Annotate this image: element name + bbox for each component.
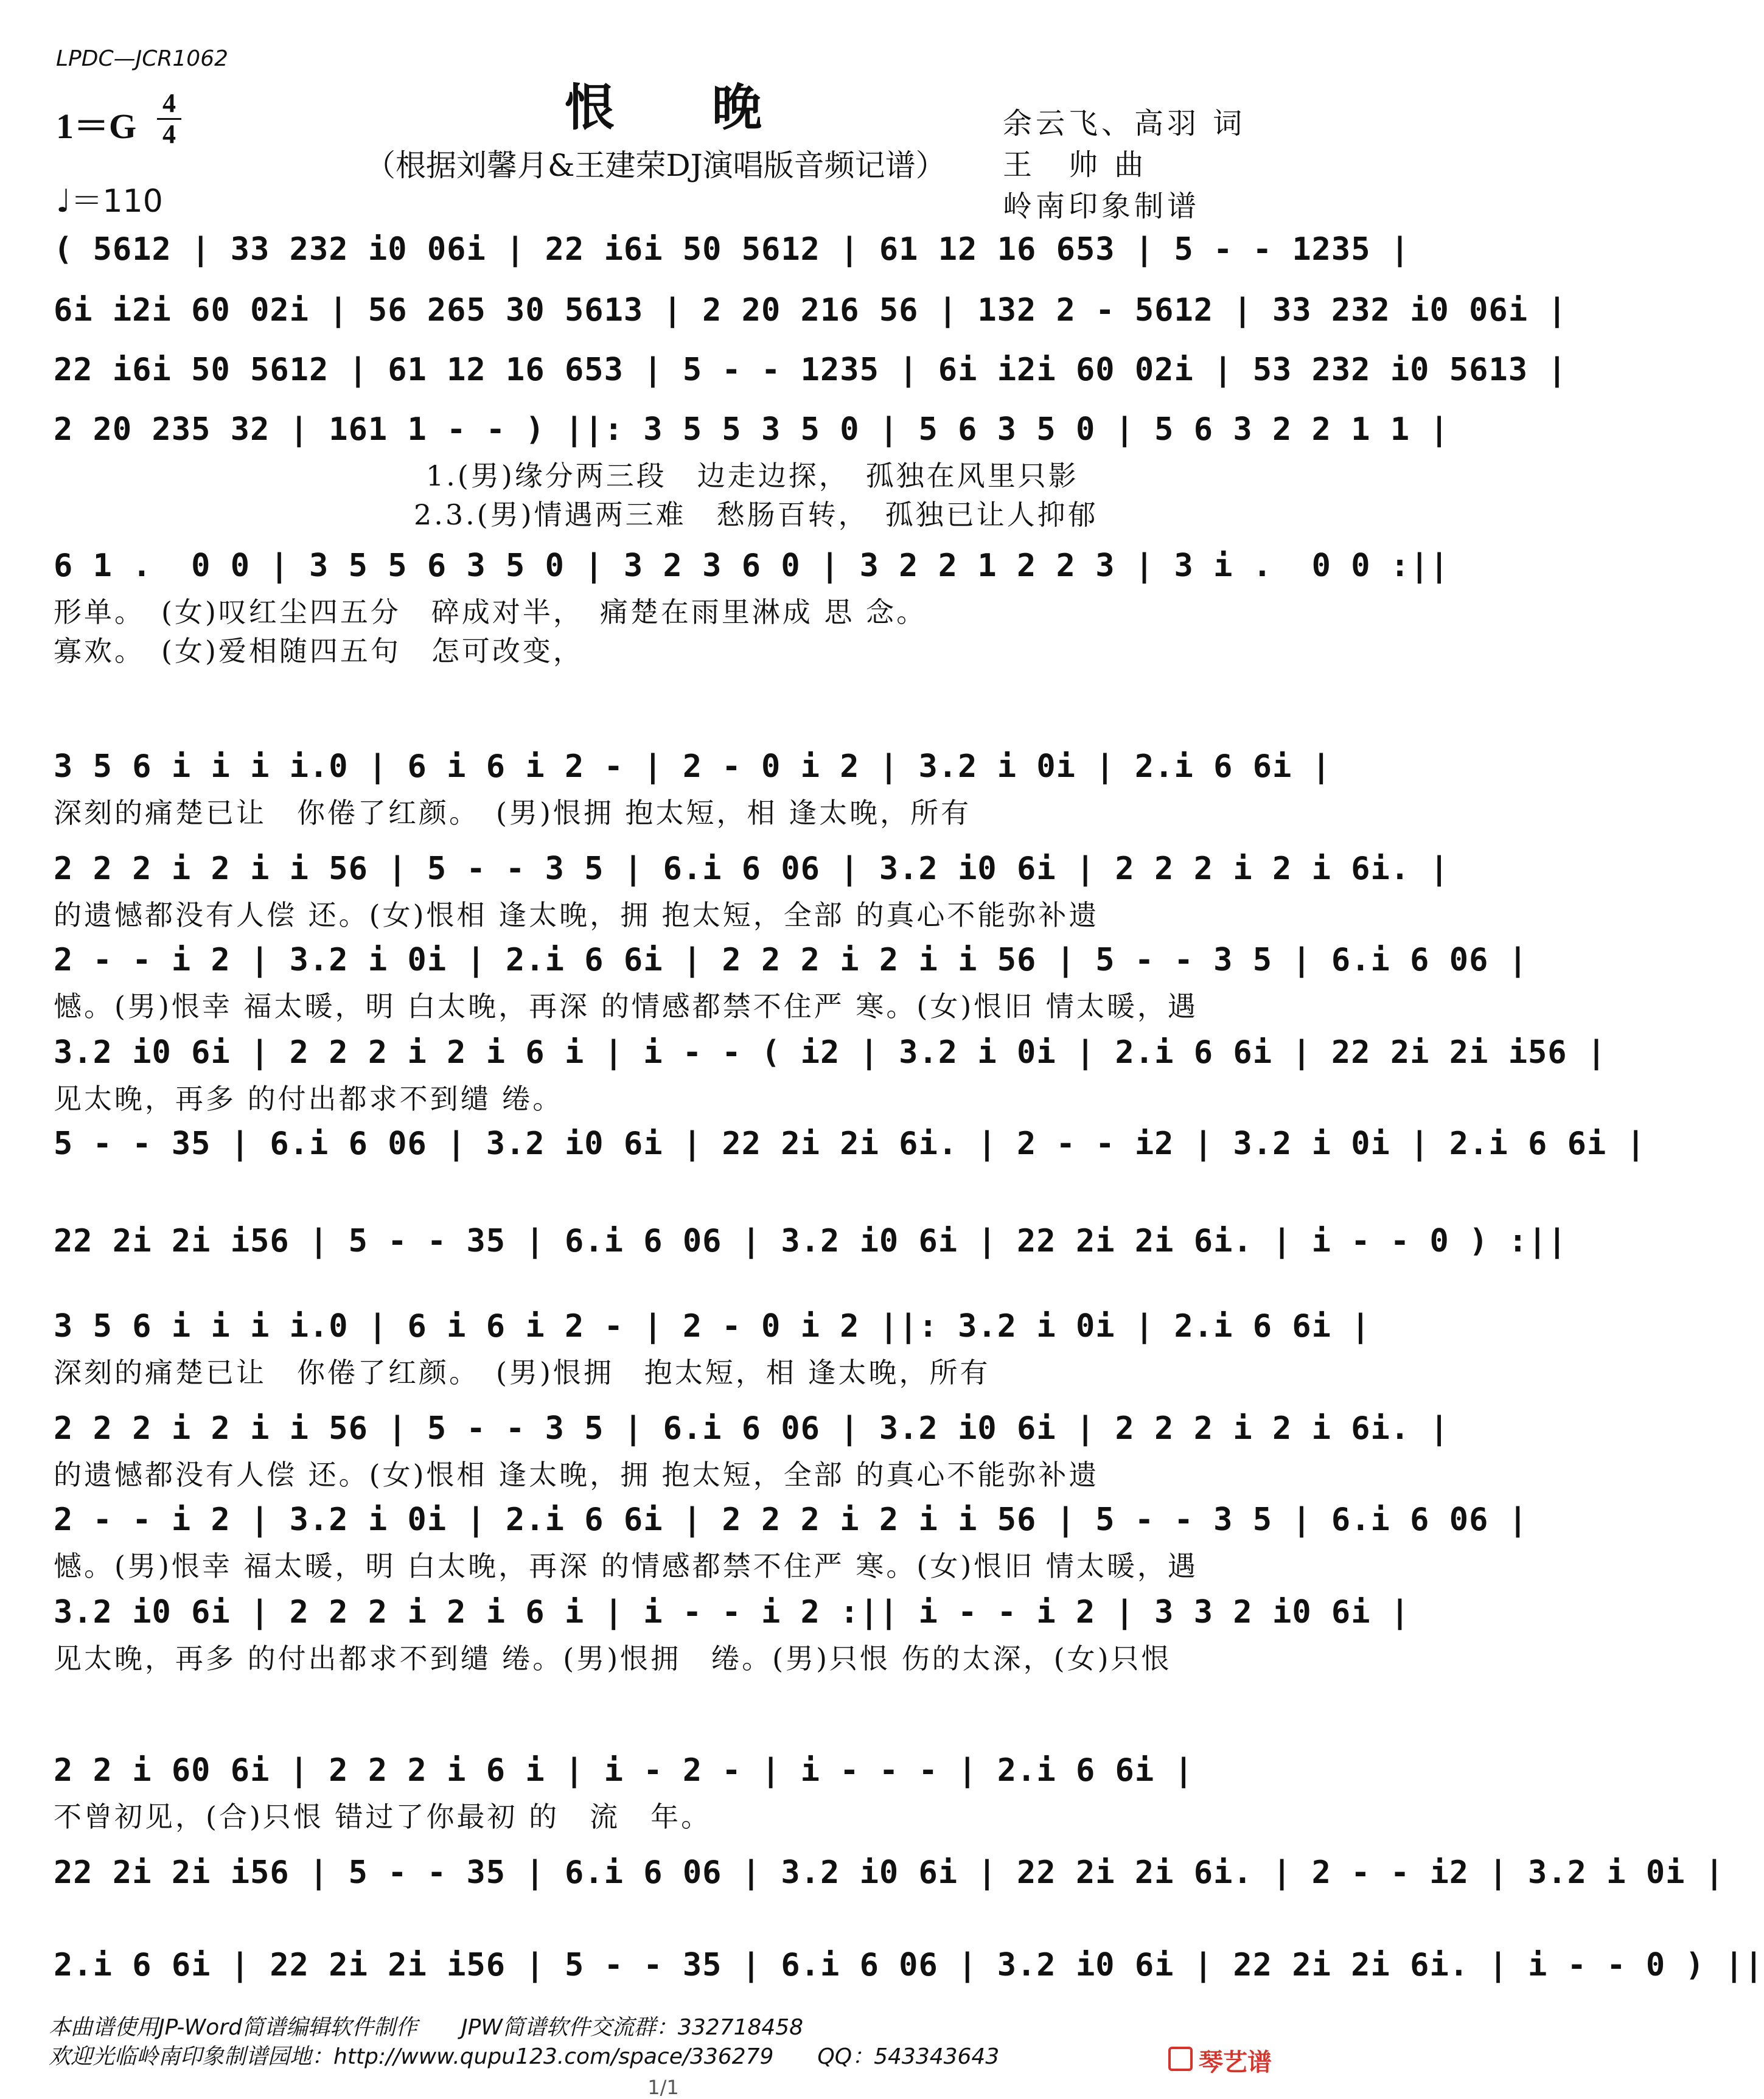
song-title: 恨晚 xyxy=(564,78,859,137)
lyric-line: 不曾初见，(合)只恨 错过了你最初 的 流 年。 xyxy=(54,1800,712,1833)
lyric-line: 的遗憾都没有人偿 还。(女)恨相 逢太晚，拥 抱太短，全部 的真心不能弥补遗 xyxy=(54,1458,1100,1491)
notation-line: 3 5 6 i i i i.0 | 6 i 6 i 2 - | 2 - 0 i 2 ||: 3.2 i 0i | 2.i 6 6i | xyxy=(54,1308,1371,1345)
lyric-line: 形单。 (女)叹红尘四五分 碎成对半， 痛楚在雨里淋成 思 念。 xyxy=(54,596,927,628)
lyric-line: 见太晚，再多 的付出都求不到缱 绻。 xyxy=(54,1082,563,1115)
meter-top: 4 xyxy=(162,88,176,118)
song-subtitle: （根据刘馨月&王建荣DJ演唱版音频记谱） xyxy=(365,148,946,183)
meter-bottom: 4 xyxy=(162,119,176,149)
credit-lyricist: 余云飞、高羽 词 xyxy=(1003,106,1246,141)
logo-icon xyxy=(1168,2047,1193,2071)
tempo-marking: ♩＝110 xyxy=(56,183,163,220)
lyric-line: 深刻的痛楚已让 你倦了红颜。 (男)恨拥 抱太短，相 逢太晚，所有 xyxy=(54,1356,991,1389)
notation-line: 22 2i 2i i56 | 5 - - 35 | 6.i 6 06 | 3.2 i0 6i | 22 2i 2i 6i. | i - - 0 ) :|| xyxy=(54,1223,1567,1259)
lyric-line: 的遗憾都没有人偿 还。(女)恨相 逢太晚，拥 抱太短，全部 的真心不能弥补遗 xyxy=(54,899,1100,931)
notation-line: 2 - - i 2 | 3.2 i 0i | 2.i 6 6i | 2 2 2 i 2 i i 56 | 5 - - 3 5 | 6.i 6 06 | xyxy=(54,942,1528,978)
lyric-line: 憾。(男)恨幸 福太暖，明 白太晚，再深 的情感都禁不住严 寒。(女)恨旧 情太暖，遇 xyxy=(54,990,1198,1023)
notation-line: 2 2 2 i 2 i i 56 | 5 - - 3 5 | 6.i 6 06 | 3.2 i0 6i | 2 2 2 i 2 i 6i. | xyxy=(54,1410,1449,1447)
notation-line: 2 2 2 i 2 i i 56 | 5 - - 3 5 | 6.i 6 06 | 3.2 i0 6i | 2 2 2 i 2 i 6i. | xyxy=(54,851,1449,887)
credit-composer: 王 帅 曲 xyxy=(1003,148,1148,182)
notation-line: 2 - - i 2 | 3.2 i 0i | 2.i 6 6i | 2 2 2 i 2 i i 56 | 5 - - 3 5 | 6.i 6 06 | xyxy=(54,1502,1528,1538)
notation-line: 3.2 i0 6i | 2 2 2 i 2 i 6 i | i - - i 2 :|| i - - i 2 | 3 3 2 i0 6i | xyxy=(54,1594,1410,1631)
lyric-line: 见太晚，再多 的付出都求不到缱 绻。(男)恨拥 绻。(男)只恨 伤的太深，(女)只恨 xyxy=(54,1642,1172,1675)
lyric-line: 深刻的痛楚已让 你倦了红颜。 (男)恨拥 抱太短，相 逢太晚，所有 xyxy=(54,796,972,829)
lyric-line: 1.(男)缘分两三段 边走边探， 孤独在风里只影 xyxy=(426,459,1079,492)
lyric-line: 憾。(男)恨幸 福太暖，明 白太晚，再深 的情感都禁不住严 寒。(女)恨旧 情太暖，遇 xyxy=(54,1550,1198,1582)
page-number: 1/1 xyxy=(647,2076,679,2099)
notation-line: 5 - - 35 | 6.i 6 06 | 3.2 i0 6i | 22 2i 2i 6i. | 2 - - i2 | 3.2 i 0i | 2.i 6 6i | xyxy=(54,1126,1646,1162)
score-code: LPDC—JCR1062 xyxy=(56,46,229,71)
notation-line: 6 1 . 0 0 | 3 5 5 6 3 5 0 | 3 2 3 6 0 | 3 2 2 1 2 2 3 | 3 i . 0 0 :|| xyxy=(54,548,1449,584)
site-logo xyxy=(1168,2043,1290,2077)
lyric-line: 2.3.(男)情遇两三难 愁肠百转， 孤独已让人抑郁 xyxy=(414,498,1098,531)
notation-line: 2 20 235 32 | 161 1 - - ) ||: 3 5 5 3 5 0 | 5 6 3 5 0 | 5 6 3 2 2 1 1 | xyxy=(54,411,1449,448)
notation-line: 2.i 6 6i | 22 2i 2i i56 | 5 - - 35 | 6.i 6 06 | 3.2 i0 6i | 22 2i 2i 6i. | i - - 0 ) || xyxy=(54,1947,1764,1983)
notation-line: 6i i2i 60 02i | 56 265 30 5613 | 2 20 216 56 | 132 2 - 5612 | 33 232 i0 06i | xyxy=(54,292,1567,329)
lyric-line: 寡欢。 (女)爱相随四五句 怎可改变， xyxy=(54,635,584,667)
logo-text: 琴艺谱 xyxy=(1199,2049,1272,2076)
notation-line: 22 2i 2i i56 | 5 - - 35 | 6.i 6 06 | 3.2 i0 6i | 22 2i 2i 6i. | 2 - - i2 | 3.2 i 0i | xyxy=(54,1854,1725,1891)
notation-line: 22 i6i 50 5612 | 61 12 16 653 | 5 - - 1235 | 6i i2i 60 02i | 53 232 i0 5613 | xyxy=(54,352,1567,388)
credit-transcriber: 岭南印象制谱 xyxy=(1003,189,1201,223)
footer-software-note: 本曲谱使用JP-Word简谱编辑软件制作 JPW简谱软件交流群：332718458 xyxy=(49,2015,804,2040)
notation-line: 3.2 i0 6i | 2 2 2 i 2 i 6 i | i - - ( i2 | 3.2 i 0i | 2.i 6 6i | 22 2i 2i i56 | xyxy=(54,1034,1607,1071)
notation-line: 3 5 6 i i i i.0 | 6 i 6 i 2 - | 2 - 0 i 2 | 3.2 i 0i | 2.i 6 6i | xyxy=(54,748,1331,785)
notation-line: ( 5612 | 33 232 i0 06i | 22 i6i 50 5612 | 61 12 16 653 | 5 - - 1235 | xyxy=(54,231,1410,268)
time-signature xyxy=(157,90,181,148)
key-signature: 1＝G xyxy=(56,106,137,146)
notation-line: 2 2 i 60 6i | 2 2 2 i 6 i | i - 2 - | i - - - | 2.i 6 6i | xyxy=(54,1752,1194,1789)
footer-site-note: 欢迎光临岭南印象制谱园地：http://www.qupu123.com/space/336279 QQ：543343643 xyxy=(49,2044,1000,2069)
